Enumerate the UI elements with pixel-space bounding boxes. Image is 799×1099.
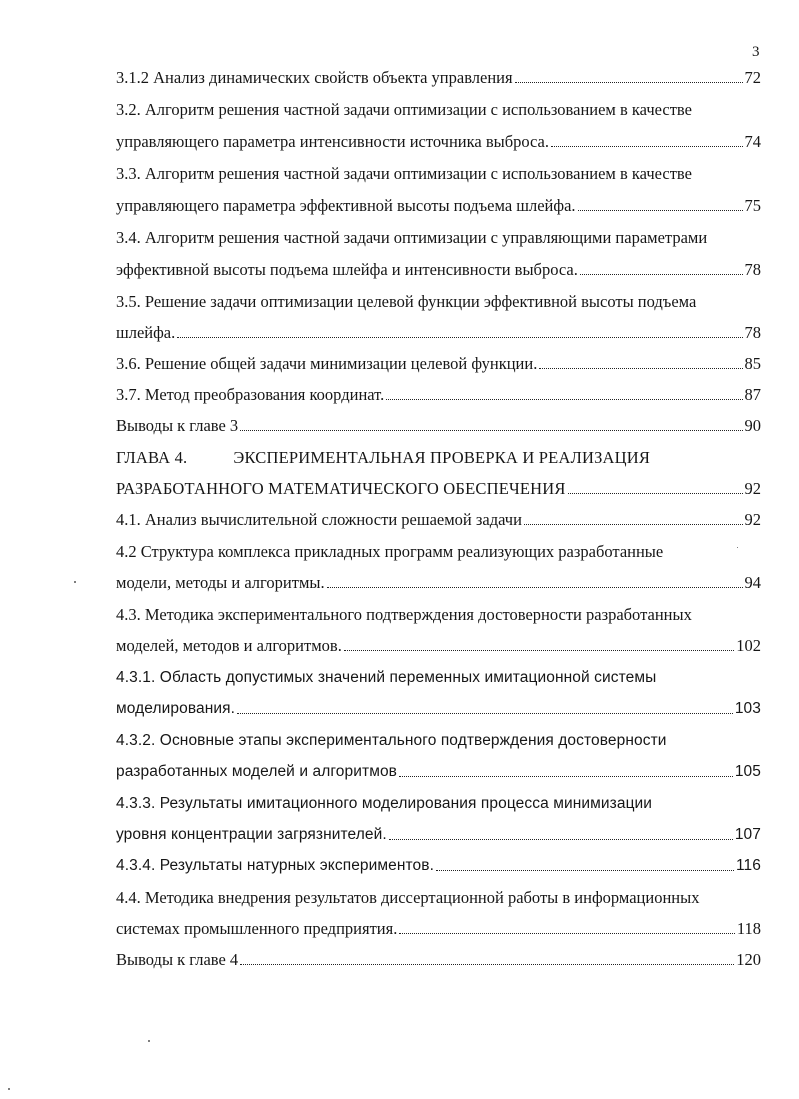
toc-entry-continuation bbox=[116, 695, 761, 719]
toc-entry-continuation bbox=[116, 128, 761, 152]
toc-entry-title: 3.3. Алгоритм решения частной задачи оптимизации с использованием в качестве bbox=[116, 164, 692, 183]
toc-entry-continuation bbox=[116, 758, 761, 782]
toc-leader-dots bbox=[539, 368, 742, 369]
toc-entry bbox=[116, 64, 761, 88]
toc-entry bbox=[116, 506, 761, 530]
toc-entry-title: управляющего параметра интенсивности источника выброса. bbox=[116, 132, 549, 151]
toc-entry-title: 3.5. Решение задачи оптимизации целевой функции эффективной высоты подъема bbox=[116, 292, 697, 311]
chapter-title: ЭКСПЕРИМЕНТАЛЬНАЯ ПРОВЕРКА И РЕАЛИЗАЦИЯ bbox=[233, 448, 651, 467]
toc-entry-title: 3.2. Алгоритм решения частной задачи оптимизации с использованием в качестве bbox=[116, 100, 692, 119]
toc-entry-continuation bbox=[116, 915, 761, 939]
toc-leader-dots bbox=[399, 776, 733, 777]
toc-entry-title: 4.4. Методика внедрения результатов диссертационной работы в информационных bbox=[116, 888, 700, 907]
toc-entry-title: 4.3.1. Область допустимых значений переменных имитационной системы bbox=[116, 669, 657, 686]
chapter-heading bbox=[116, 444, 761, 468]
scan-speck bbox=[737, 547, 738, 548]
toc-entry-page: 72 bbox=[744, 68, 761, 87]
toc-entry-page: 107 bbox=[734, 826, 761, 843]
toc-entry bbox=[116, 727, 761, 751]
toc-entry-continuation bbox=[116, 256, 761, 280]
toc-entry-title: моделирования. bbox=[116, 700, 236, 717]
toc-entry bbox=[116, 288, 761, 312]
toc-leader-dots bbox=[578, 210, 743, 211]
toc-leader-dots bbox=[568, 493, 743, 494]
toc-entry bbox=[116, 160, 761, 184]
toc-entry-continuation bbox=[116, 569, 761, 593]
toc-entry-title: 4.3.3. Результаты имитационного моделирования процесса минимизации bbox=[116, 795, 653, 812]
toc-entry bbox=[116, 224, 761, 248]
toc-entry bbox=[116, 350, 761, 374]
toc-entry-title: 4.2 Структура комплекса прикладных программ реализующих разработанные bbox=[116, 542, 664, 561]
toc-entry bbox=[116, 852, 761, 876]
toc-leader-dots bbox=[389, 839, 733, 840]
chapter-label: ГЛАВА 4. bbox=[116, 448, 188, 467]
toc-entry bbox=[116, 381, 761, 405]
toc-entry-continuation bbox=[116, 319, 761, 343]
toc-entry-title: разработанных моделей и алгоритмов bbox=[116, 763, 397, 780]
toc-entry-title: 4.3.2. Основные этапы экспериментального подтверждения достоверности bbox=[116, 732, 667, 749]
toc-entry-title: уровня концентрации загрязнителей. bbox=[116, 826, 387, 843]
toc-entry-continuation bbox=[116, 192, 761, 216]
toc-entry-title: 4.3. Методика экспериментального подтверждения достоверности разработанных bbox=[116, 605, 692, 624]
toc-leader-dots bbox=[399, 933, 735, 934]
toc-entry-page: 92 bbox=[744, 510, 761, 529]
toc-entry-page: 120 bbox=[736, 950, 761, 969]
toc-entry-title: 4.1. Анализ вычислительной сложности решаемой задачи bbox=[116, 510, 522, 529]
toc-entry-title: 3.4. Алгоритм решения частной задачи оптимизации с управляющими параметрами bbox=[116, 228, 708, 247]
toc-entry-continuation bbox=[116, 821, 761, 845]
toc-entry-page: 85 bbox=[744, 354, 761, 373]
toc-entry-title: Выводы к главе 4 bbox=[116, 950, 239, 969]
toc-entry bbox=[116, 96, 761, 120]
toc-leader-dots bbox=[436, 870, 734, 871]
toc-entry-title: моделей, методов и алгоритмов. bbox=[116, 636, 342, 655]
toc-entry bbox=[116, 664, 761, 688]
toc-entry-title: управляющего параметра эффективной высоты подъема шлейфа. bbox=[116, 196, 576, 215]
toc-entry-title: 3.6. Решение общей задачи минимизации целевой функции. bbox=[116, 354, 538, 373]
toc-leader-dots bbox=[177, 337, 742, 338]
toc-entry-continuation bbox=[116, 632, 761, 656]
toc-leader-dots bbox=[237, 713, 733, 714]
toc-entry-page: 105 bbox=[734, 763, 761, 780]
toc-entry-title: системах промышленного предприятия. bbox=[116, 919, 398, 938]
toc-leader-dots bbox=[524, 524, 743, 525]
scan-speck bbox=[74, 581, 76, 583]
toc-entry-title: РАЗРАБОТАННОГО МАТЕМАТИЧЕСКОГО ОБЕСПЕЧЕНИЯ bbox=[116, 479, 566, 498]
toc-leader-dots bbox=[580, 274, 743, 275]
toc-entry-title: шлейфа. bbox=[116, 323, 176, 342]
toc-entry bbox=[116, 884, 761, 908]
chapter-heading-continuation bbox=[116, 475, 761, 499]
toc-entry bbox=[116, 601, 761, 625]
toc-entry-page: 78 bbox=[744, 260, 761, 279]
toc-entry bbox=[116, 946, 761, 970]
toc-entry-page: 116 bbox=[735, 857, 761, 874]
toc-entry bbox=[116, 790, 761, 814]
toc-entry-title: модели, методы и алгоритмы. bbox=[116, 573, 325, 592]
toc-entry-title: 4.3.4. Результаты натурных экспериментов. bbox=[116, 857, 435, 874]
toc-entry bbox=[116, 538, 761, 562]
toc-entry-page: 118 bbox=[736, 919, 761, 938]
toc-leader-dots bbox=[386, 399, 742, 400]
toc-entry-page: 74 bbox=[744, 132, 761, 151]
toc-entry-title: Выводы к главе 3 bbox=[116, 416, 239, 435]
toc-entry-page: 75 bbox=[744, 196, 761, 215]
toc-entry-title: эффективной высоты подъема шлейфа и интенсивности выброса. bbox=[116, 260, 578, 279]
toc-entry-page: 90 bbox=[744, 416, 761, 435]
toc-leader-dots bbox=[515, 82, 743, 83]
toc-entry-page: 102 bbox=[736, 636, 761, 655]
page-number: 3 bbox=[752, 44, 760, 60]
toc-entry-page: 103 bbox=[734, 700, 761, 717]
toc-entry bbox=[116, 412, 761, 436]
toc-leader-dots bbox=[240, 964, 734, 965]
toc-entry-title: 3.1.2 Анализ динамических свойств объекта управления bbox=[116, 68, 513, 87]
toc-leader-dots bbox=[551, 146, 743, 147]
toc-leader-dots bbox=[327, 587, 743, 588]
toc-entry-title: 3.7. Метод преобразования координат. bbox=[116, 385, 385, 404]
toc-entry-page: 78 bbox=[744, 323, 761, 342]
toc-leader-dots bbox=[344, 650, 734, 651]
scan-speck bbox=[148, 1040, 150, 1042]
toc-entry-page: 94 bbox=[744, 573, 761, 592]
toc-entry-page: 92 bbox=[744, 479, 761, 498]
toc-entry-page: 87 bbox=[744, 385, 761, 404]
toc-leader-dots bbox=[240, 430, 742, 431]
scan-speck bbox=[8, 1088, 10, 1090]
